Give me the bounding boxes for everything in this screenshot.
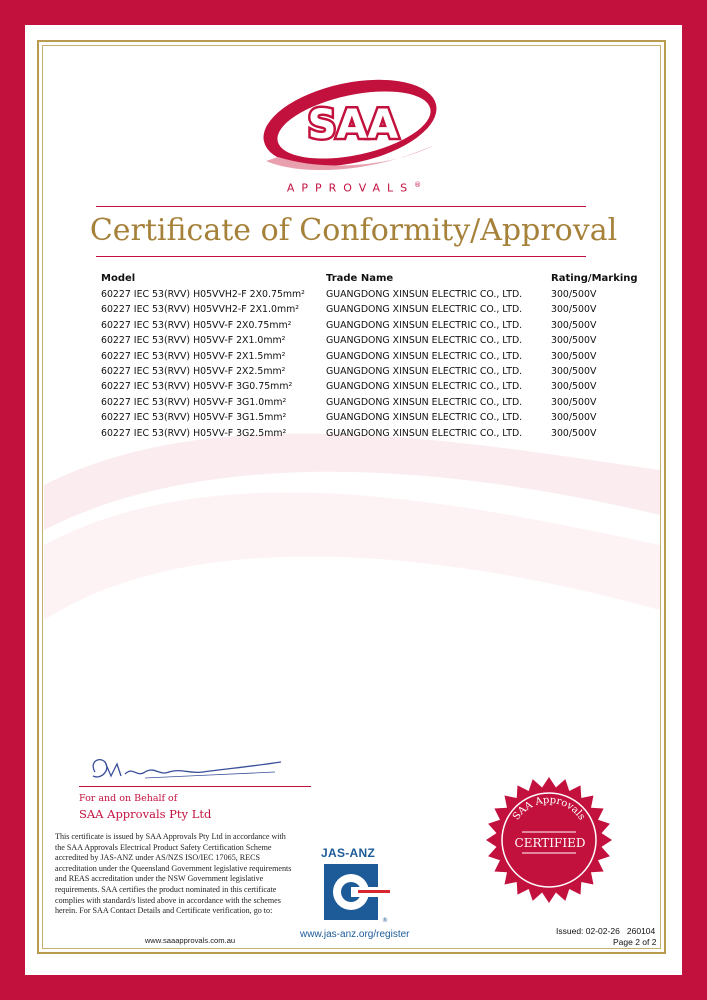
header-model: Model bbox=[101, 273, 136, 284]
product-table bbox=[101, 272, 661, 443]
seal-certified-label: CERTIFIED bbox=[514, 836, 586, 850]
cell-rating: 300/500V bbox=[551, 304, 597, 316]
cell-model: 60227 IEC 53(RVV) H05VV-F 3G1.5mm² bbox=[101, 412, 287, 424]
cell-rating: 300/500V bbox=[551, 427, 597, 439]
cell-trade-name: GUANGDONG XINSUN ELECTRIC CO., LTD. bbox=[326, 335, 523, 347]
seal-arc-text: SAA Approvals bbox=[510, 794, 588, 823]
issuer-company: SAA Approvals Pty Ltd bbox=[79, 807, 212, 821]
cell-trade-name: GUANGDONG XINSUN ELECTRIC CO., LTD. bbox=[326, 319, 523, 331]
cell-rating: 300/500V bbox=[551, 319, 597, 331]
cell-rating: 300/500V bbox=[551, 365, 597, 377]
table-row bbox=[101, 381, 661, 396]
cell-trade-name: GUANGDONG XINSUN ELECTRIC CO., LTD. bbox=[326, 304, 523, 316]
cell-rating: 300/500V bbox=[551, 412, 597, 424]
table-row bbox=[101, 412, 661, 427]
signature-line bbox=[79, 786, 311, 787]
header-rating: Rating/Marking bbox=[551, 273, 638, 284]
certificate-title: Certificate of Conformity/Approval bbox=[89, 213, 618, 248]
cell-model: 60227 IEC 53(RVV) H05VV-F 3G1.0mm² bbox=[101, 396, 287, 408]
cell-rating: 300/500V bbox=[551, 381, 597, 393]
logo-text: SAA bbox=[307, 102, 399, 148]
table-row bbox=[101, 335, 661, 350]
issue-info bbox=[556, 926, 655, 936]
page-number: Page 2 of 2 bbox=[613, 937, 657, 947]
jas-anz-register-link[interactable]: www.jas-anz.org/register bbox=[300, 929, 410, 940]
table-row bbox=[101, 304, 661, 319]
handwritten-signature bbox=[85, 752, 285, 786]
cell-model: 60227 IEC 53(RVV) H05VVH2-F 2X1.0mm² bbox=[101, 304, 299, 316]
cell-trade-name: GUANGDONG XINSUN ELECTRIC CO., LTD. bbox=[326, 396, 523, 408]
certification-disclaimer: This certificate is issued by SAA Approvals Pty Ltd in accordance with the SAA Approvals Electrical Product Safety Certification Scheme accredited by JAS-ANZ under AS/NZS ISO/IEC 17065, RECS accreditation under the Queensland Government legislative requirements and REAS accreditation under the NSW Government legislative requirements. SAA certifies the product nominated in this certificate complies with standard/s listed above in accordance with the schemes herein. For SAA Contact Details and Certificate verification, go to: bbox=[55, 832, 292, 916]
issue-date: Issued: 02-02-26 bbox=[556, 926, 620, 936]
table-row bbox=[101, 320, 661, 335]
saa-logo bbox=[258, 75, 448, 180]
cell-model: 60227 IEC 53(RVV) H05VV-F 2X2.5mm² bbox=[101, 365, 286, 377]
cell-model: 60227 IEC 53(RVV) H05VV-F 2X0.75mm² bbox=[101, 319, 292, 331]
table-row bbox=[101, 397, 661, 412]
cell-model: 60227 IEC 53(RVV) H05VVH2-F 2X0.75mm² bbox=[101, 289, 305, 300]
table-row bbox=[101, 351, 661, 366]
approvals-wordmark bbox=[254, 181, 454, 195]
table-header bbox=[101, 272, 661, 289]
jas-anz-logo-icon bbox=[322, 862, 392, 924]
header-trade-name: Trade Name bbox=[326, 273, 394, 284]
svg-text:®: ® bbox=[382, 917, 388, 924]
cell-rating: 300/500V bbox=[551, 335, 597, 347]
title-rule-top bbox=[96, 206, 586, 207]
cell-trade-name: GUANGDONG XINSUN ELECTRIC CO., LTD. bbox=[326, 381, 523, 393]
approvals-text: APPROVALS bbox=[286, 181, 415, 195]
table-row bbox=[101, 428, 661, 443]
on-behalf-text: For and on Behalf of bbox=[79, 793, 178, 804]
cell-model: 60227 IEC 53(RVV) H05VV-F 3G2.5mm² bbox=[101, 427, 287, 439]
cell-model: 60227 IEC 53(RVV) H05VV-F 2X1.5mm² bbox=[101, 350, 286, 362]
cell-trade-name: GUANGDONG XINSUN ELECTRIC CO., LTD. bbox=[326, 289, 523, 300]
cell-trade-name: GUANGDONG XINSUN ELECTRIC CO., LTD. bbox=[326, 427, 523, 439]
certificate-number: 260104 bbox=[626, 926, 656, 936]
cell-trade-name: GUANGDONG XINSUN ELECTRIC CO., LTD. bbox=[326, 365, 523, 377]
table-row bbox=[101, 289, 661, 304]
cell-model: 60227 IEC 53(RVV) H05VV-F 3G0.75mm² bbox=[101, 381, 293, 393]
title-rule-bottom bbox=[96, 256, 586, 257]
cell-rating: 300/500V bbox=[551, 396, 597, 408]
cell-rating: 300/500V bbox=[551, 289, 597, 300]
registered-mark: ® bbox=[414, 181, 422, 189]
jas-anz-title: JAS-ANZ bbox=[321, 846, 376, 860]
saa-website-link[interactable]: www.saaapprovals.com.au bbox=[144, 936, 236, 945]
table-row bbox=[101, 366, 661, 381]
cell-rating: 300/500V bbox=[551, 350, 597, 362]
cell-trade-name: GUANGDONG XINSUN ELECTRIC CO., LTD. bbox=[326, 350, 523, 362]
cell-model: 60227 IEC 53(RVV) H05VV-F 2X1.0mm² bbox=[101, 335, 286, 347]
cell-trade-name: GUANGDONG XINSUN ELECTRIC CO., LTD. bbox=[326, 412, 523, 424]
